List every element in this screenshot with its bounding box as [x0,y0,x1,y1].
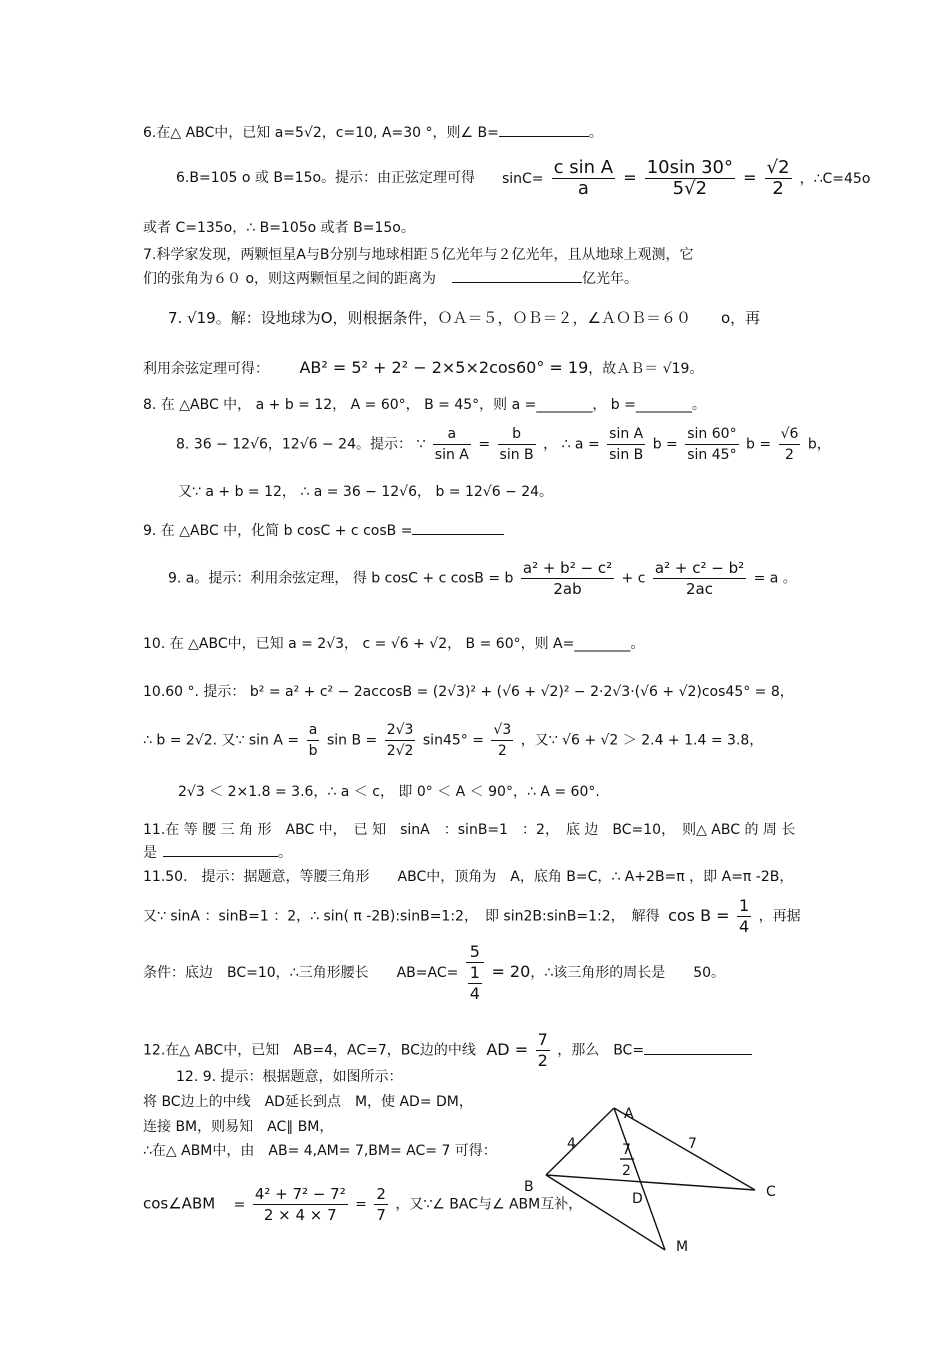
a12-frac1: $\frac{\text{4² + 7² − 7²}}{2 \times 4 \times 7}$ [254,1185,346,1224]
a12-frac2: $\frac{2}{7}$ [376,1185,386,1224]
a10-line3: 2√3 ＜ 2×1.8 = 3.6，∴ a ＜ c， 即 0° ＜ A ＜ 90°，∴ A = 60°. [178,784,600,800]
q8-text: 8. 在 △ABC 中， a + b = 12， A = 60°， B = 45°，则 a =________， b =________。 [143,397,706,413]
label-side-4: 4 [567,1136,576,1152]
label-half-den: 2 [622,1163,631,1179]
triangle-figure [524,1095,790,1260]
a12-line0: 12. 9. 提示：根据题意，如图所示： [176,1069,403,1085]
a7-line2: 利用余弦定理可得： AB² = 5² + 2² − 2×5×2cos60° = 19，故ＡＢ＝ √19。 [143,358,704,377]
a8-frac1: $\frac{a}{\text{sin A}}$ [434,426,469,463]
a12-line2: 连接 BM，则易知 AC∥ BM， [143,1119,334,1135]
label-m: M [676,1239,689,1255]
a8-frac3: $\frac{\text{sin A}}{\text{sin B}}$ [609,426,644,463]
a8-frac2: $\frac{b}{\text{sin B}}$ [499,426,534,463]
a10-line1: 10.60 °. 提示： b² = a² + c² − 2accosB = (2√3)² + (√6 + √2)² − 2·2√3·(√6 + √2)cos45° = 8， [143,684,794,700]
a9-line: 9. a。提示：利用余弦定理， 得 b cosC + c cosB = b $\frac{\text{a² + b² − c²}}{2ab}$ + c $\frac{\text{a² + c² − b²}}{2ac}$ = a 。 [168,559,797,598]
a11-line2: 又∵ sinA ：sinB=1 ：2，∴ sin( π -2B):sinB=1:2， 即 sin2B:sinB=1:2， 解得 cos B = $\frac{1}{4}$ ，再据 [143,896,801,936]
q12-frac: $\frac{7}{2}$ [537,1030,548,1070]
a6-line2: 或者 C=135o，∴ B=105o 或者 B=15o。 [143,220,415,236]
a6-frac1: $\frac{\text{c sin A}}{a}$ [553,157,614,199]
a9-frac1: $\frac{\text{a² + b² − c²}}{2ab}$ [522,559,613,598]
q6-text: 6.在△ ABC中，已知 a=5√2，c=10, A=30 °，则∠ B= 。 [143,122,603,143]
a10-frac2: $\frac{2√3}{2√2}$ [386,722,414,759]
label-a: A [624,1106,634,1122]
a6-frac2: $\frac{10\sin 30^\circ}{5√2}$ [646,157,734,199]
a8-line2: 又∵ a + b = 12， ∴ a = 36 − 12√6， b = 12√6 − 24。 [178,484,554,500]
figure-lines [546,1108,755,1250]
a8-frac4: $\frac{\sin 60^\circ}{\sin 45^\circ}$ [687,426,737,463]
q10-text: 10. 在 △ABC中，已知 a = 2√3， c = √6 + √2， B = 60°，则 A=________。 [143,636,645,652]
segment-ab [546,1108,614,1175]
segment-bc [546,1175,755,1190]
a6-formula: sinC= $\frac{\text{c sin A}}{a}$ = $\frac{10\sin 30^\circ}{5√2}$ = $\frac{√2}{2}$ ，∴C=45o [502,157,871,199]
segment-am [614,1108,665,1250]
a11-line3: 条件：底边 BC=10，∴三角形腰长 AB=AC= 5 1 4 = 20，∴该三角形的周长是 50。 [143,942,726,1003]
q9-text: 9. 在 △ABC 中，化简 b cosC + c cosB = [143,520,504,541]
a11-frac2-den: 1 4 [469,963,480,1003]
label-side-7: 7 [688,1136,697,1152]
a6-frac3: $\frac{√2}{2}$ [766,157,790,199]
q11-blank [163,842,278,857]
a6-lead: 6.B=105 o 或 B=15o。提示：由正弦定理可得 [176,170,476,186]
a12-line1: 将 BC边上的中线 AD延长到点 M，使 AD= DM， [143,1094,473,1110]
a9-frac2: $\frac{\text{a² + c² − b²}}{2ac}$ [654,559,745,598]
q11-line1: 11.在 等 腰 三 角 形 ABC 中， 已 知 sinA ：sinB=1 ：2， 底 边 BC=10， 则△ ABC 的 周 长 [143,822,796,838]
a12-line4: cos∠ABM = $\frac{\text{4² + 7² − 7²}}{2 \times 4 \times 7}$ = $\frac{2}{7}$ ，又∵∠ BAC与∠ ABM互补， [143,1185,583,1224]
q7-line1: 7.科学家发现，两颗恒星A与B分别与地球相距５亿光年与２亿光年，且从地球上观测，它 [143,247,694,263]
q9-blank [412,520,504,535]
a11-frac2: 5 1 4 [466,942,484,1004]
a7-line1: 7. √19。解：设地球为O，则根据条件，ＯＡ＝５，ＯＢ＝２，∠ＡＯＢ＝６０ o，再 [168,309,761,327]
q7-line2: 们的张角为６０ o，则这两颗恒星之间的距离为 亿光年。 [143,268,638,289]
a11-frac1: $\frac{1}{4}$ [739,896,750,936]
q12-blank [644,1040,752,1055]
a10-frac1: $\frac{a}{b}$ [308,722,318,759]
a10-frac3: $\frac{√3}{2}$ [493,722,512,759]
a11-line1: 11.50． 提示：据题意，等腰三角形 ABC中，顶角为 A，底角 B=C，∴ A+2B=π ，即 A=π -2B， [143,869,794,885]
segment-bm [546,1175,665,1250]
label-half-num: 7 [622,1142,631,1158]
label-d: D [632,1191,643,1207]
a8-frac5: $\frac{√6}{2}$ [780,426,799,463]
label-c: C [766,1184,776,1200]
q12-text: 12.在△ ABC中，已知 AB=4，AC=7，BC边的中线 AD = $\frac{7}{2}$ ，那么 BC= [143,1030,752,1071]
a7-formula: AB² = 5² + 2² − 2×5×2cos60° = 19 [299,358,589,377]
q11-line2: 是 。 [143,842,292,863]
label-b: B [524,1179,534,1195]
q6-blank [499,122,589,137]
q7-blank [452,268,582,283]
a12-line3: ∴在△ ABM中，由 AB= 4,AM= 7,BM= AC= 7 可得： [143,1143,497,1159]
a8-line1: 8. 36 − 12√6，12√6 − 24。提示： ∵ $\frac{a}{\text{sin A}}$ = $\frac{b}{\text{sin B}}$ ， ∴ a = $\frac{\text{sin A}}{\text{sin B}}$ b = $\frac{\sin 60^\circ}{\sin 45^\circ}$ b = $\frac{√6}{2}$ b， [176,426,831,463]
a10-line2: ∴ b = 2√2. 又∵ sin A = $\frac{a}{b}$ sin B = $\frac{2√3}{2√2}$ sin45° = $\frac{√3}{2}$ ，又∵ √6 + √2 ＞ 2.4 + 1.4 = 3.8， [143,722,764,759]
segment-ac [614,1108,755,1190]
